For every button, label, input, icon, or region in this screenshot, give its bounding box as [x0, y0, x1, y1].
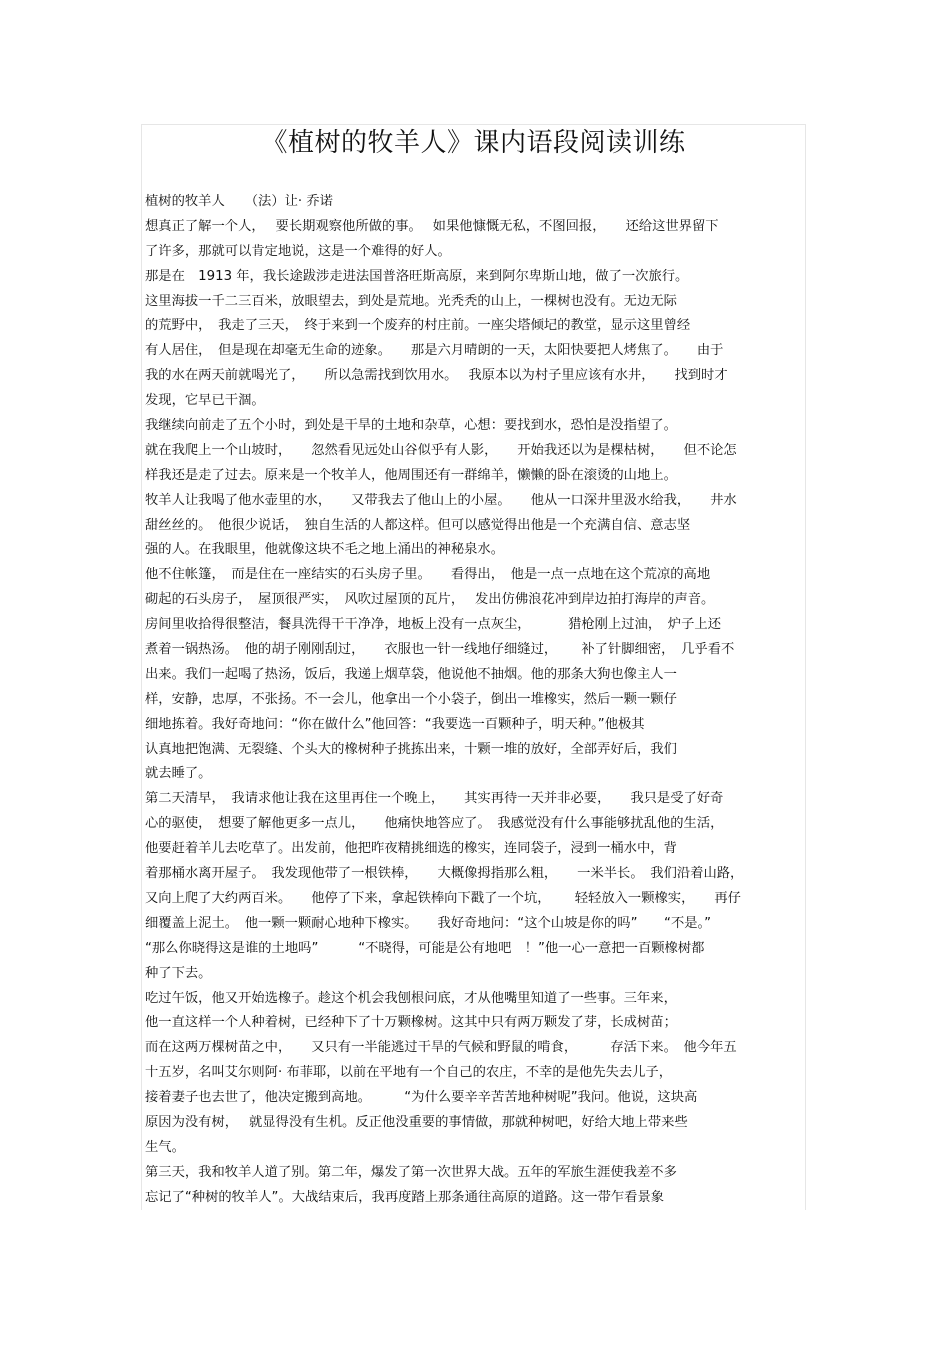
text-line: 砌起的石头房子， 屋顶很严实， 风吹过屋顶的瓦片， 发出仿佛浪花冲到岸边拍打海岸的声音。: [145, 592, 715, 608]
text-line: 而在这两万棵树苗之中， 又只有一半能逃过干旱的气候和野鼠的啃食， 存活下来。 他今年五: [145, 1040, 737, 1056]
text-line: 原因为没有树， 就显得没有生机。反正他没重要的事情做，那就种树吧，好给大地上带来些: [145, 1114, 688, 1130]
text-line: 细地拣着。我好奇地问：“你在做什么”他回答：“我要选一百颗种子，明天种。”他极其: [145, 716, 645, 732]
text-line: 想真正了解一个人， 要长期观察他所做的事。 如果他慷慨无私，不图回报， 还给这世界留下: [145, 218, 719, 234]
text-line: 煮着一锅热汤。 他的胡子刚刚刮过， 衣服也一针一线地仔细缝过， 补了针脚细密， 几乎看不: [145, 642, 735, 658]
document-title: 《植树的牧羊人》课内语段阅读训练: [261, 128, 686, 158]
article-body: [145, 190, 806, 1210]
text-line: 样我还是走了过去。原来是一个牧羊人，他周围还有一群绵羊，懒懒的卧在滚烫的山地上。: [145, 467, 677, 483]
text-line: 就去睡了。: [145, 766, 212, 782]
text-line: 第三天，我和牧羊人道了别。第二年，爆发了第一次世界大战。五年的军旅生涯使我差不多: [145, 1164, 677, 1180]
text-line: 他要赶着羊儿去吃草了。出发前，他把昨夜精挑细选的橡实，连同袋子，浸到一桶水中，背: [145, 841, 677, 857]
text-line: 这里海拔一千二三百米，放眼望去，到处是荒地。光秃秃的山上，一棵树也没有。无边无际: [145, 293, 677, 309]
text-line: 种了下去。: [145, 965, 212, 981]
text-line: 他不住帐篷， 而是住在一座结实的石头房子里。 看得出， 他是一点一点地在这个荒凉的高地: [145, 567, 711, 583]
text-line: 有人居住， 但是现在却毫无生命的迹象。 那是六月晴朗的一天，太阳快要把人烤焦了。 由于: [145, 343, 724, 359]
text-line: 甜丝丝的。 他很少说话， 独自生活的人都这样。但可以感觉得出他是一个充满自信、意志坚: [145, 517, 691, 533]
text-line: 强的人。在我眼里，他就像这块不毛之地上涌出的神秘泉水。: [145, 542, 505, 558]
text-line: 他一直这样一个人种着树，已经种下了十万颗橡树。这其中只有两万颗发了芽，长成树苗；: [145, 1015, 677, 1031]
text-line: 又向上爬了大约两百米。 他停了下来，拿起铁棒向下戳了一个坑， 轻轻放入一颗橡实， 再仔: [145, 890, 741, 906]
text-line: 着那桶水离开屋子。 我发现他带了一根铁棒， 大概像拇指那么粗， 一米半长。 我们沿着山路，: [145, 866, 744, 882]
text-line: 了许多，那就可以肯定地说，这是一个难得的好人。: [145, 243, 451, 259]
text-line: 房间里收拾得很整洁，餐具洗得干干净净，地板上没有一点灰尘， 猎枪刚上过油， 炉子上还: [145, 617, 721, 633]
text-line: 吃过午饭，他又开始选橡子。趁这个机会我刨根问底，才从他嘴里知道了一些事。三年来，: [145, 990, 677, 1006]
text-line: “那么你晓得这是谁的土地吗” “不晓得，可能是公有地吧 ！”他一心一意把一百颗橡树都: [145, 940, 705, 956]
text-line: 认真地把饱满、无裂缝、个头大的橡树种子挑拣出来，十颗一堆的放好，全部弄好后，我们: [145, 741, 677, 757]
text-line: 我的水在两天前就喝光了， 所以急需找到饮用水。 我原本以为村子里应该有水井， 找到时才: [145, 368, 728, 384]
text-line: 忘记了“种树的牧羊人”。大战结束后，我再度踏上那条通往高原的道路。这一带乍看景象: [145, 1189, 665, 1205]
text-line: 的荒野中， 我走了三天， 终于来到一个废弃的村庄前。一座尖塔倾圮的教堂，显示这里曾经: [145, 318, 691, 334]
document-page: [141, 124, 806, 1210]
text-line: 出来。我们一起喝了热汤，饭后，我递上烟草袋，他说他不抽烟。他的那条大狗也像主人一: [145, 666, 677, 682]
text-line: 心的驱使， 想要了解他更多一点儿， 他痛快地答应了。 我感觉没有什么事能够扰乱他的生活，: [145, 816, 724, 832]
text-line: 我继续向前走了五个小时，到处是干旱的土地和杂草，心想：要找到水，恐怕是没指望了。: [145, 418, 677, 434]
text-line: 植树的牧羊人 （法）让· 乔诺: [145, 194, 333, 209]
text-line: 就在我爬上一个山坡时， 忽然看见远处山谷似乎有人影， 开始我还以为是棵枯树， 但不论怎: [145, 442, 737, 458]
text-line: 第二天清早， 我请求他让我在这里再住一个晚上， 其实再待一天并非必要， 我只是受了好奇: [145, 791, 724, 807]
text-line: 十五岁，名叫艾尔则阿· 布菲耶，以前在平地有一个自己的农庄，不幸的是他先失去儿子，: [145, 1065, 673, 1081]
text-line: 样，安静，忠厚，不张扬。不一会儿，他拿出一个小袋子，倒出一堆橡实，然后一颗一颗仔: [145, 691, 677, 707]
text-line: 发现，它早已干涸。: [145, 393, 265, 409]
text-line: 牧羊人让我喝了他水壶里的水， 又带我去了他山上的小屋。 他从一口深井里汲水给我， 井水: [145, 492, 737, 508]
text-line: 接着妻子也去世了，他决定搬到高地。 “为什么要辛辛苦苦地种树呢”我问。他说，这块高: [145, 1090, 698, 1106]
text-line: 那是在 1913 年，我长途跋涉走进法国普洛旺斯高原，来到阿尔卑斯山地，做了一次旅行。: [145, 268, 689, 284]
text-line: 生气。: [145, 1139, 185, 1155]
text-line: 细覆盖上泥土。 他一颗一颗耐心地种下橡实。 我好奇地问：“这个山坡是你的吗” “不是。”: [145, 915, 712, 931]
